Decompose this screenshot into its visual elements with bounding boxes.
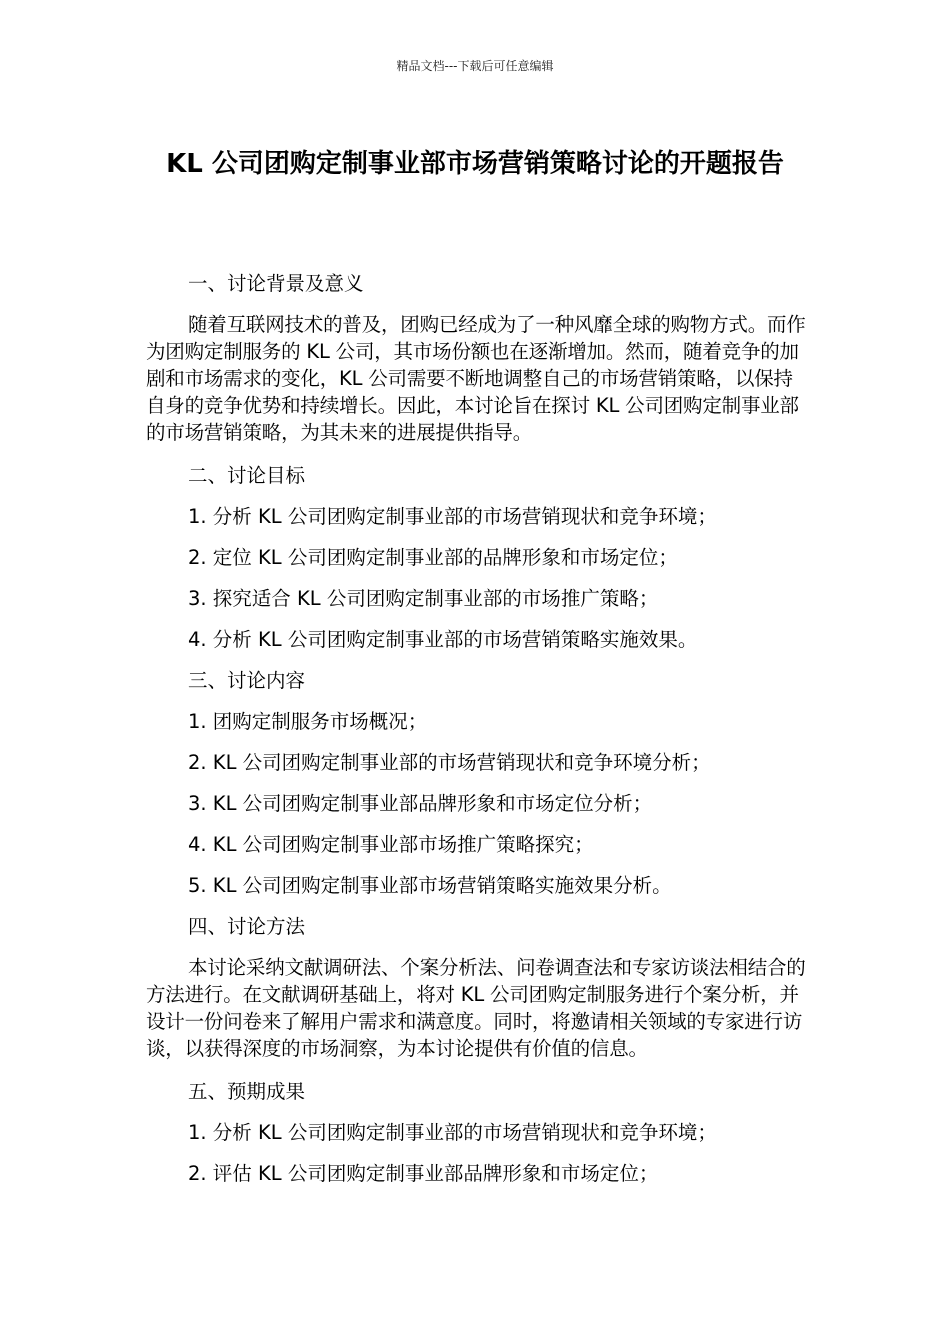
section-heading-outcomes: 五、预期成果 [188,1080,306,1103]
goal-item: 2. 定位 KL 公司团购定制事业部的品牌形象和市场定位； [188,546,678,569]
goal-item: 3. 探究适合 KL 公司团购定制事业部的市场推广策略； [188,587,659,610]
document-title: KL 公司团购定制事业部市场营销策略讨论的开题报告 [166,149,784,179]
content-item: 2. KL 公司团购定制事业部的市场营销现状和竞争环境分析； [188,751,711,774]
content-item: 5. KL 公司团购定制事业部市场营销策略实施效果分析。 [188,874,672,897]
methods-paragraph: 本讨论采纳文献调研法、个案分析法、问卷调查法和专家访谈法相结合的方法进行。在文献调研基础上，将对 KL 公司团购定制服务进行个案分析，并设计一份问卷来了解用户需求和满意度。同时，将邀请相关领域的专家进行访谈，以获得深度的市场洞察，为本讨论提供有价值的信息。 [146,956,806,1060]
section-heading-goals: 二、讨论目标 [188,464,306,487]
header-note: 精品文档---下载后可任意编辑 [396,59,554,73]
section-heading-content: 三、讨论内容 [188,669,306,692]
outcome-item: 1. 分析 KL 公司团购定制事业部的市场营销现状和竞争环境； [188,1121,717,1144]
background-paragraph: 随着互联网技术的普及，团购已经成为了一种风靡全球的购物方式。而作为团购定制服务的 KL 公司，其市场份额也在逐渐增加。然而，随着竞争的加剧和市场需求的变化，KL 公司需要不断地调整自己的市场营销策略，以保持自身的竞争优势和持续增长。因此，本讨论旨在探讨 KL 公司团购定制事业部的市场营销策略，为其未来的进展提供指导。 [146,313,806,444]
outcome-item: 2. 评估 KL 公司团购定制事业部品牌形象和市场定位； [188,1162,659,1185]
content-item: 3. KL 公司团购定制事业部品牌形象和市场定位分析； [188,792,653,815]
document-body [146,270,806,1187]
goal-item: 1. 分析 KL 公司团购定制事业部的市场营销现状和竞争环境； [188,505,717,528]
goal-item: 4. 分析 KL 公司团购定制事业部的市场营销策略实施效果。 [188,628,698,651]
section-heading-methods: 四、讨论方法 [188,915,306,938]
content-item: 1. 团购定制服务市场概况； [188,710,428,733]
content-item: 4. KL 公司团购定制事业部市场推广策略探究； [188,833,594,856]
section-heading-background: 一、讨论背景及意义 [188,272,364,295]
